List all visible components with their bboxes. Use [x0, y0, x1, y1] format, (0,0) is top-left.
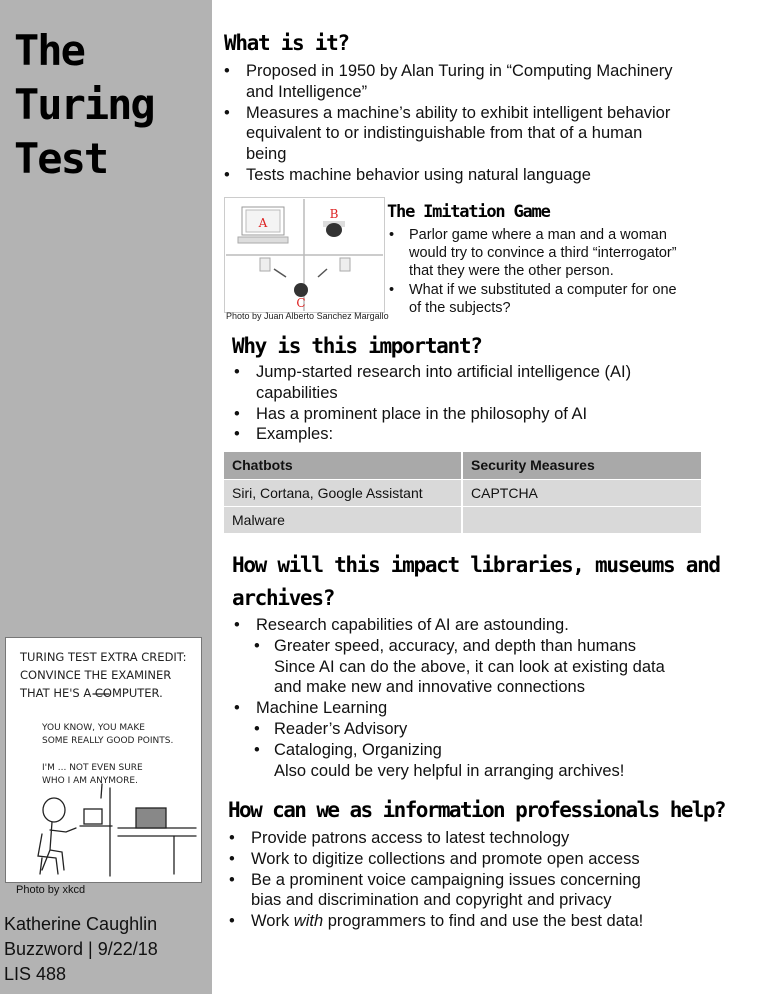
imitation-photo-credit: Photo by Juan Alberto Sanchez Margallo	[226, 311, 389, 321]
imitation-list	[387, 226, 727, 317]
author-date: Buzzword | 9/22/18	[4, 939, 158, 959]
table-row	[224, 479, 701, 506]
sidebar	[0, 0, 212, 994]
section-heading-what: What is it?	[224, 31, 349, 55]
list-item: • Be a prominent voice campaigning issues concerning bias and discrimination and copyright and privacy	[227, 870, 757, 912]
examples-table	[224, 452, 701, 534]
list-item: • Tests machine behavior using natural language	[222, 165, 762, 186]
page-title: The Turing Test	[14, 26, 154, 183]
list-item: • Parlor game where a man and a woman would try to convince a third “interrogator” that they were the other person.	[387, 226, 727, 281]
list-item-continuation: Also could be very helpful in arranging archives!	[274, 761, 625, 780]
section-heading-imitation: The Imitation Game	[387, 202, 550, 222]
table-header-row	[224, 452, 701, 479]
comic-heading: TURING TEST EXTRA CREDIT: CONVINCE THE EXAMINER THAT HE'S A COMPUTER.	[20, 650, 187, 700]
svg-text:C: C	[296, 296, 306, 310]
table-header: Security Measures	[462, 452, 701, 479]
list-item: • Jump-started research into artificial intelligence (AI) capabilities	[232, 362, 752, 404]
section-heading-why: Why is this important?	[232, 334, 482, 358]
list-item: • Work with programmers to find and use the best data!	[227, 911, 757, 932]
list-item-continuation: and make new and innovative connections	[274, 678, 585, 697]
list-item: • Work to digitize collections and promote open access	[227, 849, 757, 870]
table-header: Chatbots	[224, 452, 462, 479]
list-item: • Machine Learning	[232, 698, 752, 719]
section-heading-impact: How will this impact libraries, museums and archives?	[232, 553, 720, 610]
list-item: • Measures a machine’s ability to exhibit intelligent behavior equivalent to or indistinguishable from that of a human being	[222, 103, 762, 165]
author-course: LIS 488	[4, 964, 67, 984]
list-item: • Has a prominent place in the philosophy of AI	[232, 404, 752, 425]
table-cell: Malware	[224, 506, 462, 533]
what-list	[222, 61, 762, 186]
table-cell: CAPTCHA	[462, 479, 701, 506]
list-item: • Cataloging, Organizing	[252, 740, 752, 761]
list-item: • Examples:	[232, 424, 752, 445]
author-info	[4, 912, 158, 987]
why-list	[232, 362, 752, 445]
imitation-game-image	[224, 197, 385, 313]
list-item: • Research capabilities of AI are astounding.	[232, 615, 752, 636]
list-item-continuation: Since AI can do the above, it can look at existing data	[274, 657, 665, 676]
list-item: • Greater speed, accuracy, and depth than humans	[252, 636, 752, 657]
author-name: Katherine Caughlin	[4, 914, 158, 934]
svg-text:B: B	[329, 207, 339, 221]
impact-list	[232, 615, 752, 781]
comic-credit: Photo by xkcd	[16, 884, 86, 896]
help-list	[227, 828, 757, 932]
table-cell	[462, 506, 701, 533]
xkcd-comic	[5, 637, 202, 883]
list-item: • What if we substituted a computer for one of the subjects?	[387, 281, 727, 317]
list-item: • Reader’s Advisory	[252, 719, 752, 740]
table-cell: Siri, Cortana, Google Assistant	[224, 479, 462, 506]
table-row	[224, 506, 701, 533]
svg-text:A: A	[258, 216, 268, 230]
comic-speech-bubble: YOU KNOW, YOU MAKE SOME REALLY GOOD POINTS.	[42, 723, 174, 746]
comic-speech-bubble: I'M ... NOT EVEN SURE WHO I AM ANYMORE.	[42, 763, 143, 786]
list-item: • Proposed in 1950 by Alan Turing in “Computing Machinery and Intelligence”	[222, 61, 762, 103]
list-item: • Provide patrons access to latest technology	[227, 828, 757, 849]
section-heading-help: How can we as information professionals help?	[228, 798, 725, 822]
